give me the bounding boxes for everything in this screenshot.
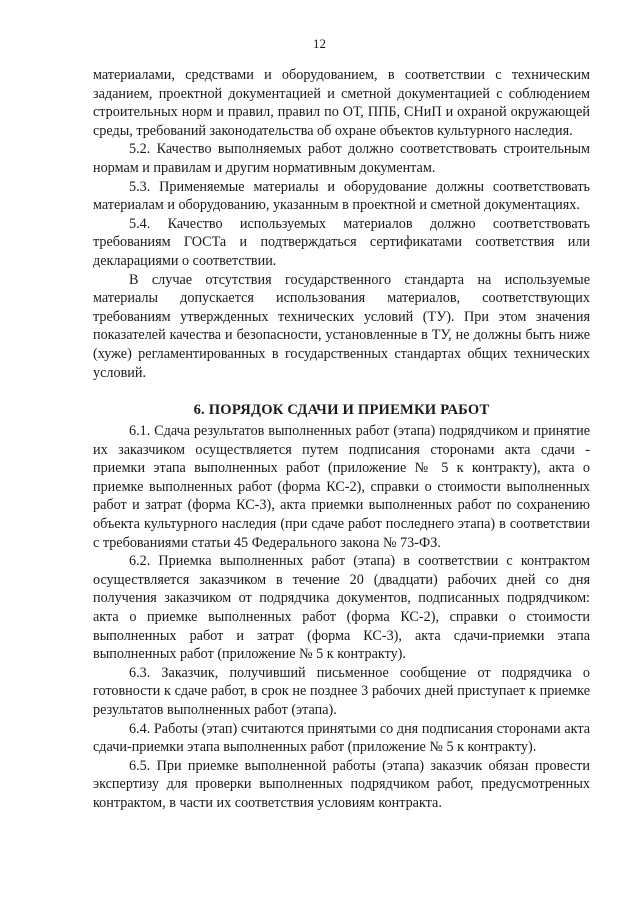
paragraph-6-1: 6.1. Сдача результатов выполненных работ (этапа) подрядчиком и принятие их заказчиком осуществляется путем подписания сторонами акта сдачи - приемки этапа выполненных работ (приложение № 5 к контракту), акта о приемке выполненных работ (форма КС-2), справки о стоимости выполненных работ и затрат (форма КС-3), акта приемки выполненных работ по сохранению объекта культурного наследия (при сдаче работ последнего этапа) в соответствии с требованиями статьи 45 Федерального закона № 73-ФЗ. bbox=[93, 423, 590, 551]
paragraph-6-4: 6.4. Работы (этап) считаются принятыми со дня подписания сторонами акта сдачи-приемки этапа выполненных работ (приложение № 5 к контракту). bbox=[93, 720, 590, 756]
paragraph-6-5: 6.5. При приемке выполненной работы (этапа) заказчик обязан провести экспертизу для проверки выполненных подрядчиком работ, предусмотренных контрактом, в части их соответствия условиям контракта. bbox=[93, 757, 590, 811]
page-number: 12 bbox=[313, 36, 326, 51]
paragraph-6-2: 6.2. Приемка выполненных работ (этапа) в соответствии с контрактом осуществляется заказчиком в течение 20 (двадцати) рабочих дней со дня получения заказчиком от подрядчика документов, подписанных подрядчиком: акта о приемке выполненных работ (форма КС-2), справки о стоимости выполненных работ и затрат (форма КС-3), акта сдачи-приемки этапа выполненных работ (приложение № 5 к контракту). bbox=[93, 553, 590, 663]
section-title: 6. ПОРЯДОК СДАЧИ И ПРИЕМКИ РАБОТ bbox=[193, 402, 490, 419]
document-body bbox=[93, 66, 590, 813]
paragraph-6-3: 6.3. Заказчик, получивший письменное сообщение от подрядчика о готовности к сдаче работ, в срок не позднее 3 рабочих дней приступает к приемке результатов выполненных работ (этапа). bbox=[93, 664, 590, 718]
paragraph-5-4: 5.4. Качество используемых материалов должно соответствовать требованиям ГОСТа и подтверждаться сертификатами соответствия или декларациями о соответствии. bbox=[93, 215, 590, 269]
paragraph-standard-absence: В случае отсутствия государственного стандарта на используемые материалы допускается использования материалов, соответствующих требованиям утвержденных технических условий (ТУ). При этом значения показателей качества и безопасности, установленные в ТУ, не должны быть ниже (хуже) регламентированных в государственных стандартах общих технических условий. bbox=[93, 271, 590, 381]
paragraph-5-3: 5.3. Применяемые материалы и оборудование должны соответствовать материалам и оборудованию, указанным в проектной и сметной документациях. bbox=[93, 178, 590, 214]
paragraph-5-2: 5.2. Качество выполняемых работ должно соответствовать строительным нормам и правилам и другим нормативным документам. bbox=[93, 141, 590, 176]
paragraph-continuation: материалами, средствами и оборудованием, в соответствии с техническим заданием, проектной документацией и сметной документацией с соблюдением строительных норм и правил, правил по ОТ, ППБ, СНиП и охраной окружающей среды, требований законодательства об охране объектов культурного наследия. bbox=[93, 67, 590, 139]
